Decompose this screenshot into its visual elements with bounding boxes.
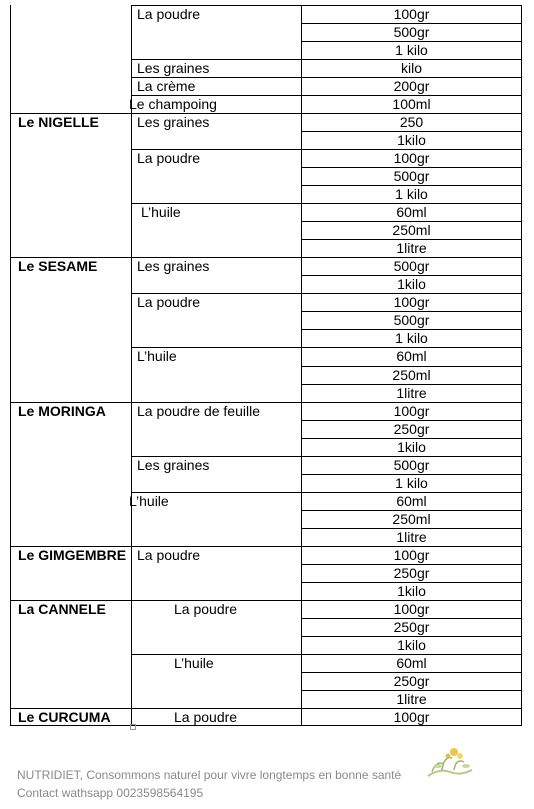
- quantity-cell: 1litre: [396, 529, 427, 545]
- form-label: La poudre de feuille: [137, 403, 260, 419]
- quantity-cell: 500gr: [393, 168, 430, 184]
- quantity-cell: 500gr: [393, 24, 430, 40]
- quantity-cell: 100gr: [393, 150, 430, 166]
- quantity-cell: 1litre: [396, 691, 427, 707]
- footer-contact: Contact wathsapp 0023598564195: [17, 786, 204, 800]
- form-label: La poudre: [174, 601, 238, 617]
- quantity-cell: 100gr: [393, 547, 430, 563]
- quantity-cell: 1litre: [396, 240, 427, 256]
- quantity-cell: 1 kilo: [395, 475, 428, 491]
- quantity-cell: 100gr: [393, 294, 430, 310]
- form-label: L’huile: [137, 348, 177, 364]
- quantity-cell: kilo: [400, 60, 422, 76]
- form-label: La poudre: [137, 294, 201, 310]
- quantity-cell: 500gr: [393, 457, 430, 473]
- quantity-cell: 100gr: [393, 403, 430, 419]
- quantity-cell: 250gr: [393, 565, 430, 581]
- form-label: Les graines: [137, 457, 210, 473]
- quantity-cell: 250: [399, 114, 424, 130]
- quantity-cell: 1litre: [396, 385, 427, 401]
- product-name: Le SESAME: [18, 258, 98, 274]
- price-table-wrap: [10, 5, 522, 726]
- nutridiet-logo-icon: [422, 742, 478, 782]
- quantity-cell: 1kilo: [397, 637, 426, 653]
- form-label: L’huile: [141, 204, 181, 220]
- quantity-cell: 1 kilo: [395, 330, 428, 346]
- quantity-cell: 1 kilo: [395, 186, 428, 202]
- quantity-cell: 60ml: [396, 655, 427, 671]
- quantity-cell: 500gr: [393, 258, 430, 274]
- table-resize-handle[interactable]: [130, 724, 136, 730]
- quantity-cell: 100gr: [393, 709, 430, 725]
- quantity-cell: 60ml: [396, 348, 427, 364]
- form-label: La poudre: [174, 709, 238, 725]
- form-label: Le champoing: [129, 96, 217, 112]
- form-label: La poudre: [137, 150, 201, 166]
- quantity-cell: 60ml: [396, 204, 427, 220]
- footer-slogan: NUTRIDIET, Consommons naturel pour vivre longtemps en bonne santé: [17, 768, 402, 782]
- product-name: Le CURCUMA: [18, 709, 111, 725]
- product-name: Le GIMGEMBRE: [18, 547, 127, 563]
- form-label: L’huile: [174, 655, 214, 671]
- quantity-cell: 1kilo: [397, 583, 426, 599]
- quantity-cell: 250gr: [393, 673, 430, 689]
- quantity-cell: 250ml: [392, 367, 431, 383]
- form-label: La poudre: [137, 6, 201, 22]
- quantity-cell: 250ml: [392, 511, 431, 527]
- form-label: La poudre: [137, 547, 201, 563]
- product-name: Le MORINGA: [18, 403, 106, 419]
- quantity-cell: 60ml: [396, 493, 427, 509]
- quantity-cell: 250gr: [393, 619, 430, 635]
- form-label: Les graines: [137, 60, 210, 76]
- quantity-cell: 1kilo: [397, 132, 426, 148]
- quantity-cell: 250gr: [393, 421, 430, 437]
- product-name: La CANNELE: [18, 601, 106, 617]
- quantity-cell: 100ml: [392, 96, 431, 112]
- form-label: La crème: [137, 78, 196, 94]
- quantity-cell: 1 kilo: [395, 42, 428, 58]
- form-label: Les graines: [137, 258, 210, 274]
- product-name: Le NIGELLE: [18, 114, 99, 130]
- quantity-cell: 100gr: [393, 6, 430, 22]
- quantity-cell: 500gr: [393, 312, 430, 328]
- quantity-cell: 250ml: [392, 222, 431, 238]
- footer: [17, 766, 401, 802]
- form-label: L’huile: [129, 493, 169, 509]
- quantity-cell: 100gr: [393, 601, 430, 617]
- quantity-cell: 1kilo: [397, 439, 426, 455]
- form-label: Les graines: [137, 114, 210, 130]
- quantity-cell: 200gr: [393, 78, 430, 94]
- quantity-cell: 1kilo: [397, 276, 426, 292]
